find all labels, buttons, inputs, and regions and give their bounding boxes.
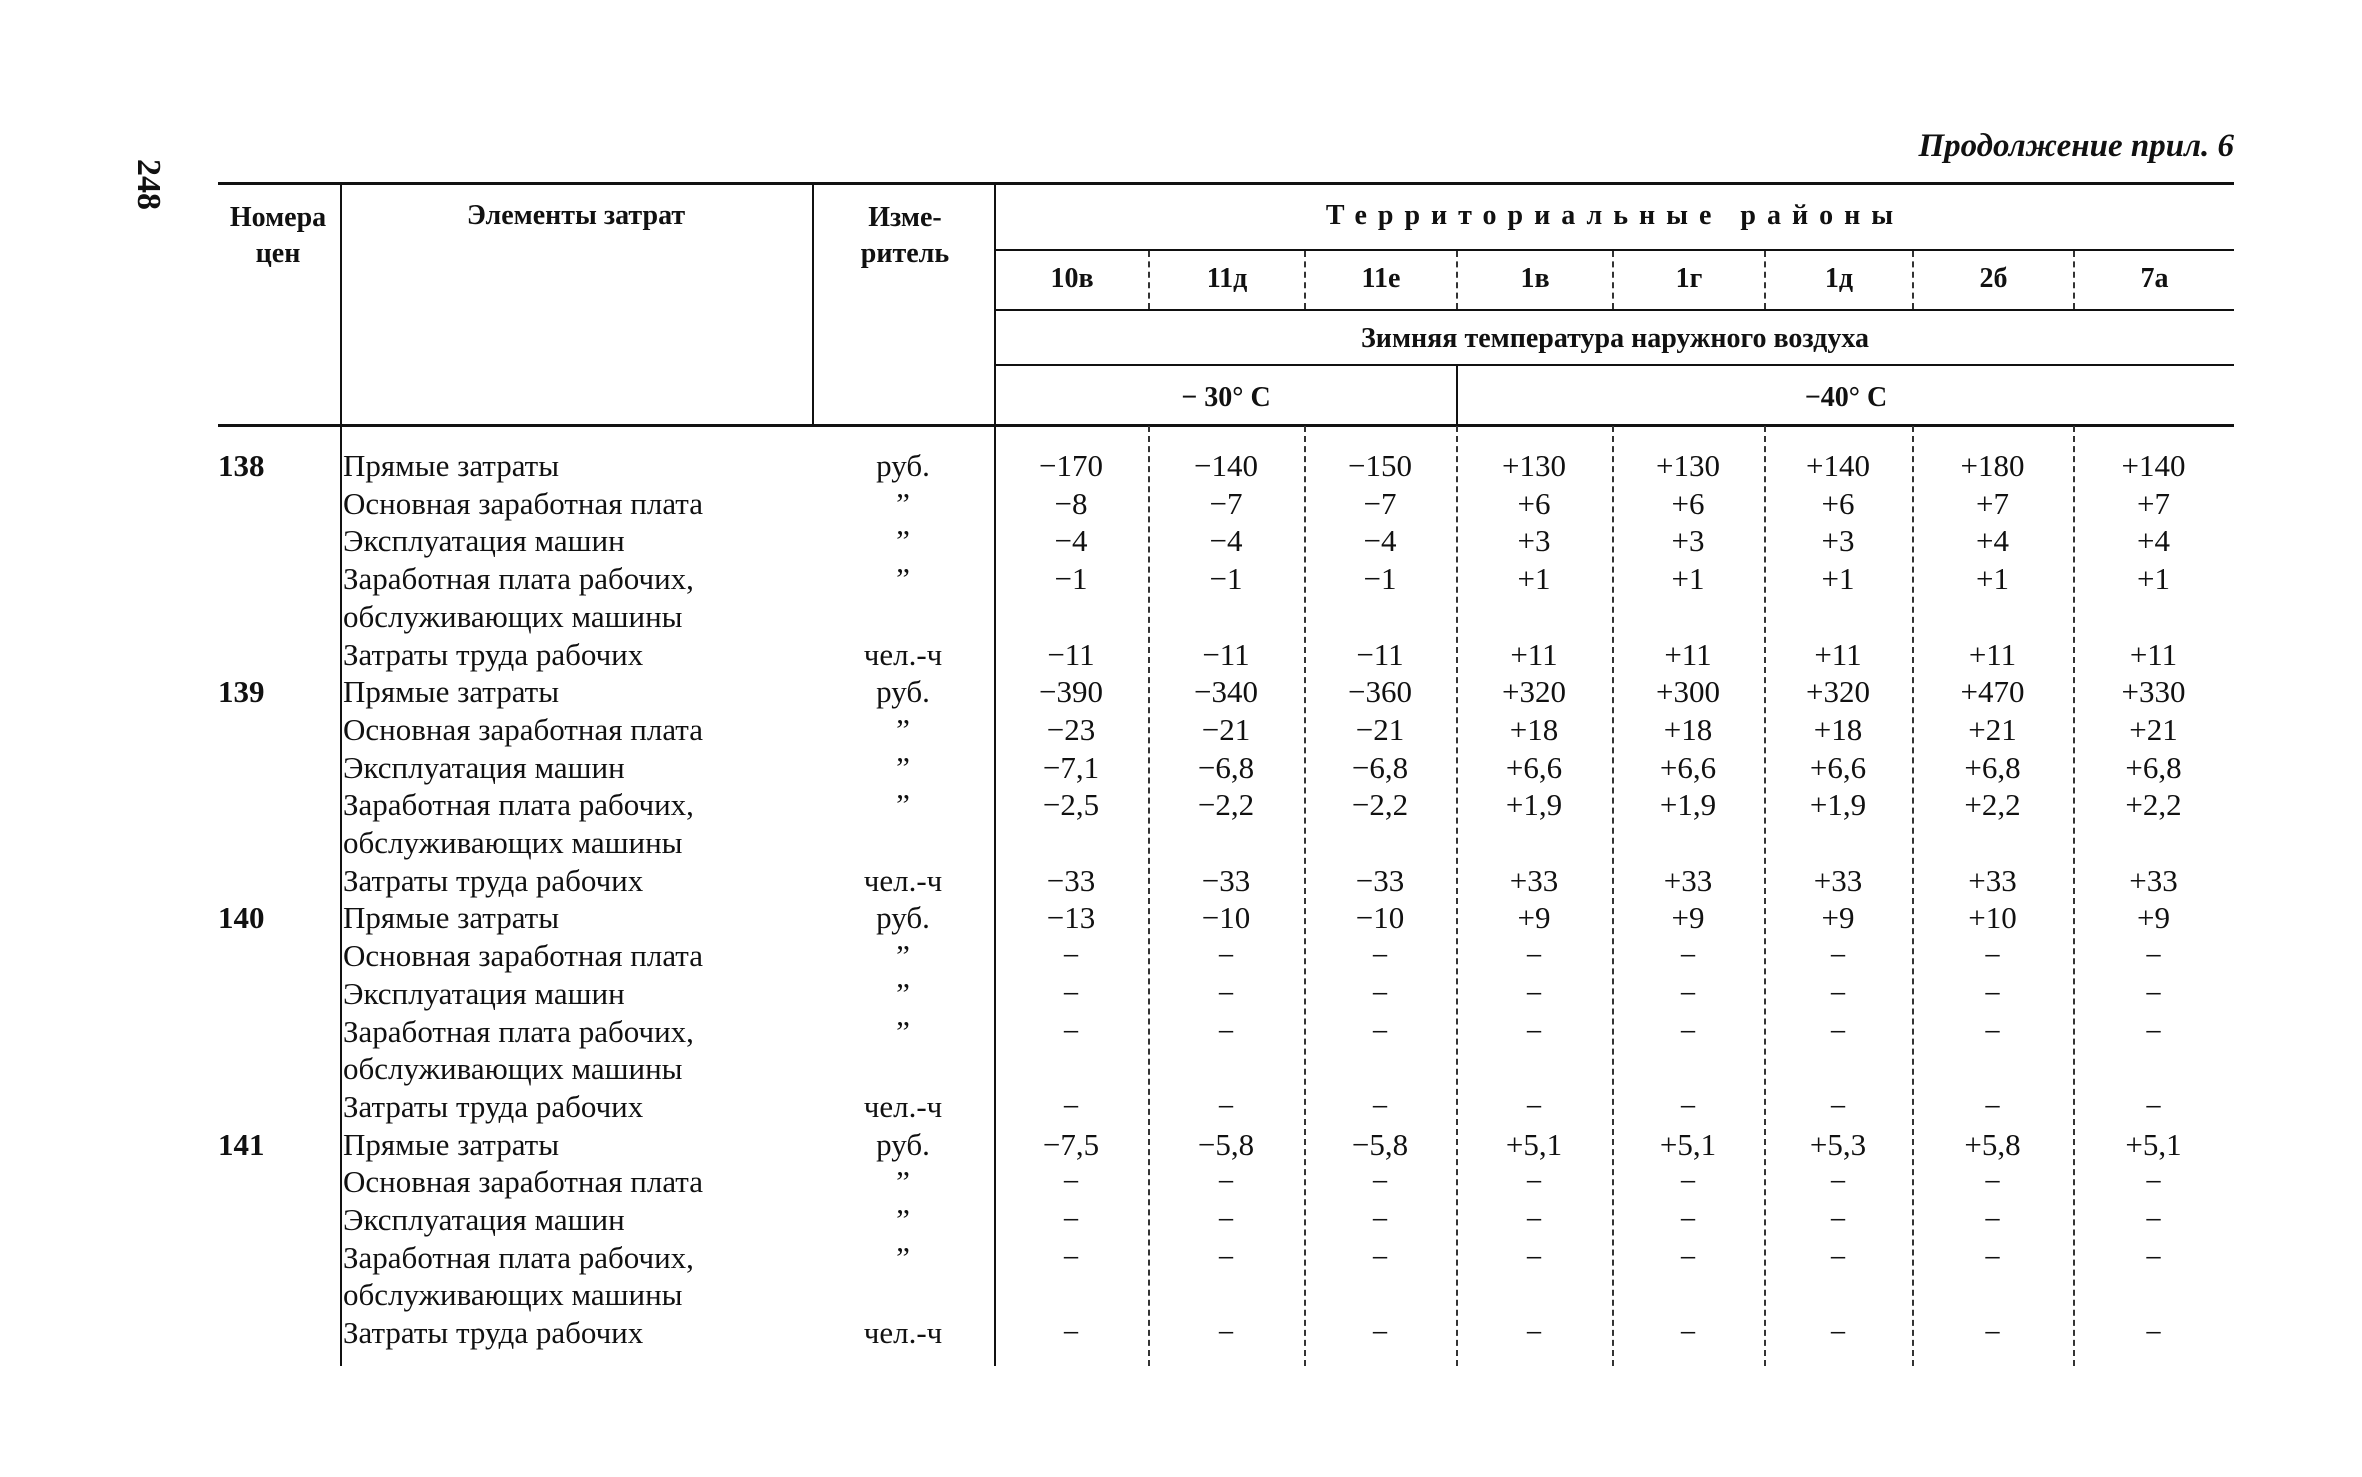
value-cell: −8	[1054, 485, 1088, 521]
value-cell: −	[1983, 1088, 2002, 1124]
value-cell: −	[1983, 1202, 2002, 1237]
value-cell: −	[2144, 1164, 2163, 1200]
territorial-header: Территориальные районы	[1325, 200, 1905, 231]
value-cell: −	[1371, 1315, 1389, 1351]
cost-element: Основная заработная плата	[343, 1164, 703, 1200]
value-cell: −140	[1194, 448, 1258, 483]
value-cell: −	[1217, 938, 1235, 974]
value-cell: +18	[1813, 711, 1863, 747]
unit-header: Изме- ритель	[860, 202, 950, 269]
value-cell: −	[1679, 1013, 1697, 1049]
region-header: 10в	[1050, 263, 1094, 294]
value-cell: −5,8	[1197, 1126, 1255, 1162]
region-column-divider	[1764, 251, 1766, 309]
value-cell: +11	[1814, 636, 1862, 672]
value-cell: −	[1371, 1088, 1389, 1124]
value-cell: +2,2	[1964, 787, 2021, 823]
value-cell: −	[1371, 938, 1389, 974]
unit-cell: ”	[896, 749, 910, 785]
value-cell: −6,8	[1197, 749, 1255, 785]
cost-element: Прямые затраты	[343, 448, 560, 483]
value-cell: −7,1	[1042, 749, 1100, 785]
value-cell: −	[2144, 1013, 2163, 1049]
value-cell: +11	[1968, 636, 2017, 672]
cost-element: Заработная плата рабочих,	[343, 787, 694, 823]
cost-element: Заработная плата рабочих,	[343, 1239, 694, 1275]
value-cell: −1	[1054, 561, 1088, 597]
value-cell: +9	[1671, 900, 1705, 936]
value-cell: +130	[1502, 448, 1566, 483]
value-cell: −	[1371, 1202, 1389, 1237]
region-column-divider	[1456, 251, 1458, 309]
cost-element: Затраты труда рабочих	[343, 636, 644, 672]
value-cell: −1	[1209, 561, 1243, 597]
value-cell: −	[1829, 1164, 1847, 1200]
cost-element: Заработная плата рабочих,	[343, 1013, 694, 1049]
value-cell: +3	[1821, 523, 1855, 559]
value-cell: −21	[1355, 711, 1405, 747]
region-header: 1г	[1675, 263, 1703, 294]
value-cell: −	[1217, 1164, 1235, 1200]
value-cell: −	[1062, 1315, 1080, 1351]
region-column-divider	[1912, 251, 1914, 309]
cost-element: Эксплуатация машин	[343, 749, 625, 785]
value-cell: +33	[2129, 862, 2178, 898]
value-cell: −340	[1194, 674, 1258, 710]
value-cell: +6	[1671, 485, 1705, 521]
unit-cell: ”	[896, 787, 910, 823]
value-cell: +7	[2137, 485, 2170, 521]
value-cell: −	[1829, 1239, 1847, 1275]
value-cell: −	[1062, 1013, 1080, 1049]
value-cell: −150	[1348, 448, 1412, 483]
value-cell: +140	[1806, 448, 1870, 483]
value-cell: −	[1679, 975, 1697, 1011]
value-cell: −4	[1209, 523, 1243, 559]
value-cell: −	[1217, 1088, 1235, 1124]
value-cell: −	[1217, 1013, 1235, 1049]
value-cell: −5,8	[1351, 1126, 1409, 1162]
value-cell: −	[1829, 1315, 1847, 1351]
value-cell: −	[1062, 1088, 1080, 1124]
value-cell: −10	[1201, 900, 1251, 936]
cost-element: обслуживающих машины	[343, 1051, 683, 1087]
value-cell: +1	[1671, 561, 1705, 597]
value-cell: −	[1679, 1088, 1697, 1124]
unit-cell: ”	[896, 938, 910, 974]
value-cell: −23	[1046, 711, 1096, 747]
unit-cell: руб.	[876, 448, 930, 483]
value-cell: +4	[2137, 523, 2170, 559]
value-cell: −	[1679, 1239, 1697, 1275]
value-cell: −2,2	[1351, 787, 1409, 823]
cost-element: обслуживающих машины	[343, 598, 683, 634]
value-cell: −	[2144, 1239, 2163, 1275]
value-cell: −	[1829, 975, 1847, 1011]
value-cell: −	[1217, 1315, 1235, 1351]
unit-cell: ”	[896, 975, 910, 1011]
value-cell: −	[1983, 938, 2002, 974]
cost-element: Затраты труда рабочих	[343, 1315, 644, 1351]
value-cell: −	[2144, 938, 2163, 974]
unit-cell: ”	[896, 1013, 910, 1049]
value-cell: −33	[1355, 862, 1405, 898]
value-cell: −	[1525, 1239, 1543, 1275]
cost-element: обслуживающих машины	[343, 1277, 683, 1313]
code-column-divider	[340, 182, 342, 1366]
value-cell: −	[1217, 1202, 1235, 1237]
value-cell: −4	[1363, 523, 1397, 559]
value-cell: −	[1679, 1315, 1697, 1351]
value-cell: −	[1983, 1239, 2002, 1275]
unit-cell: руб.	[876, 1126, 930, 1162]
value-cell: +3	[1671, 523, 1705, 559]
value-cell: +6,6	[1809, 749, 1867, 785]
value-cell: −	[2144, 1088, 2163, 1124]
value-cell: −7	[1209, 485, 1243, 521]
value-cell: +130	[1656, 448, 1720, 483]
region-header: 7а	[2140, 263, 2169, 294]
value-cell: −	[1679, 938, 1697, 974]
value-cell: −	[1983, 1013, 2002, 1049]
region-header: 11е	[1361, 263, 1401, 294]
value-cell: +6,6	[1659, 749, 1717, 785]
value-cell: +11	[1664, 636, 1712, 672]
value-cell: +18	[1663, 711, 1713, 747]
region-header: 11д	[1206, 263, 1248, 294]
value-cell: −33	[1201, 862, 1251, 898]
value-cell: −	[1525, 938, 1543, 974]
value-cell: +9	[1517, 900, 1551, 936]
value-cell: −	[1829, 1088, 1847, 1124]
unit-cell: чел.-ч	[863, 1315, 943, 1351]
value-cell: −7,5	[1042, 1126, 1100, 1162]
value-cell: +470	[1960, 674, 2025, 710]
value-cell: −33	[1046, 862, 1096, 898]
value-cell: −170	[1039, 448, 1103, 483]
value-cell: −	[1679, 1202, 1697, 1237]
value-cell: +10	[1968, 900, 2017, 936]
value-cell: +33	[1813, 862, 1863, 898]
value-cell: −	[1983, 975, 2002, 1011]
value-cell: −	[1525, 1315, 1543, 1351]
value-cell: +5,8	[1964, 1126, 2021, 1162]
value-cell: −	[1525, 1088, 1543, 1124]
header-bottom-rule	[218, 424, 2234, 427]
value-cell: +4	[1976, 523, 2009, 559]
value-cell: −	[1062, 1202, 1080, 1237]
region-header: 1в	[1520, 263, 1550, 294]
value-cell: −	[1525, 1202, 1543, 1237]
value-cell: −1	[1363, 561, 1397, 597]
unit-cell: ”	[896, 523, 910, 559]
value-cell: −	[1371, 1239, 1389, 1275]
value-cell: +330	[2121, 674, 2186, 710]
unit-cell: чел.-ч	[863, 636, 943, 672]
cost-element: Эксплуатация машин	[343, 1202, 625, 1237]
value-cell: +5,1	[1505, 1126, 1563, 1162]
value-cell: +11	[2129, 636, 2178, 672]
value-cell: −	[1371, 1013, 1389, 1049]
unit-cell: чел.-ч	[863, 862, 943, 898]
value-cell: −	[1983, 1164, 2002, 1200]
value-cell: +6	[1821, 485, 1855, 521]
temperature-group-rule	[994, 364, 2234, 366]
value-cell: −21	[1201, 711, 1251, 747]
value-cell: −	[1371, 1164, 1389, 1200]
value-cell: +1	[1976, 561, 2009, 597]
cost-element: Основная заработная плата	[343, 485, 703, 521]
price-number: 139	[218, 674, 265, 710]
value-cell: +2,2	[2125, 787, 2182, 823]
value-cell: −	[1062, 975, 1080, 1011]
price-number: 140	[218, 900, 265, 936]
unit-cell: руб.	[876, 674, 930, 710]
value-cell: −11	[1047, 636, 1095, 672]
value-cell: −	[2144, 1315, 2163, 1351]
value-cell: −	[2144, 1202, 2163, 1237]
value-cell: +33	[1663, 862, 1713, 898]
value-cell: +320	[1806, 674, 1870, 710]
value-cell: +6	[1517, 485, 1551, 521]
value-cell: −	[1829, 938, 1847, 974]
cost-element: Основная заработная плата	[343, 938, 703, 974]
value-cell: +6,6	[1505, 749, 1563, 785]
value-cell: −390	[1039, 674, 1103, 710]
value-cell: +5,3	[1809, 1126, 1867, 1162]
value-cell: +1	[1517, 561, 1551, 597]
value-cell: −	[1525, 975, 1543, 1011]
cost-element: Прямые затраты	[343, 1126, 560, 1162]
value-cell: +33	[1968, 862, 2017, 898]
value-cell: −360	[1348, 674, 1412, 710]
cost-element: Заработная плата рабочих,	[343, 561, 694, 597]
value-cell: −	[1525, 1164, 1543, 1200]
cost-element: Основная заработная плата	[343, 711, 703, 747]
temperature-top-rule	[994, 309, 2234, 311]
value-cell: +1,9	[1659, 787, 1717, 823]
value-cell: −	[1371, 975, 1389, 1011]
value-cell: +300	[1656, 674, 1720, 710]
page-number: 248	[130, 159, 167, 210]
price-number: 138	[218, 448, 265, 483]
cost-element: Затраты труда рабочих	[343, 1088, 644, 1124]
value-cell: +6,8	[2125, 749, 2182, 785]
value-cell: −	[1829, 1202, 1847, 1237]
element-column-divider	[812, 182, 814, 426]
cost-element: Затраты труда рабочих	[343, 862, 644, 898]
region-header-rule	[994, 249, 2234, 251]
table-top-rule	[218, 182, 2234, 185]
value-cell: −	[1829, 1013, 1847, 1049]
value-cell: +1	[1821, 561, 1855, 597]
value-cell: −7	[1363, 485, 1397, 521]
value-cell: +140	[2121, 448, 2186, 483]
unit-cell: ”	[896, 1202, 910, 1237]
value-cell: −	[2144, 975, 2163, 1011]
region-column-divider	[1148, 251, 1150, 309]
value-cell: −2,5	[1042, 787, 1100, 823]
value-cell: +1,9	[1809, 787, 1867, 823]
value-cell: +320	[1502, 674, 1566, 710]
region-column-divider	[1304, 251, 1306, 309]
temperature-header: Зимняя температура наружного воздуха	[1361, 323, 1869, 354]
value-cell: +33	[1509, 862, 1559, 898]
value-cell: −13	[1046, 900, 1096, 936]
value-cell: −	[1062, 938, 1080, 974]
unit-cell: руб.	[876, 900, 930, 936]
value-cell: −	[1525, 1013, 1543, 1049]
value-cell: −11	[1356, 636, 1404, 672]
unit-cell: ”	[896, 561, 910, 597]
region-column-divider	[2073, 251, 2075, 309]
value-cell: +180	[1960, 448, 2025, 483]
value-cell: −	[1217, 975, 1235, 1011]
price-number: 141	[218, 1126, 265, 1162]
cost-element: Эксплуатация машин	[343, 975, 625, 1011]
value-cell: +9	[2137, 900, 2170, 936]
cost-element: Прямые затраты	[343, 674, 560, 710]
value-cell: +21	[2129, 711, 2178, 747]
value-cell: −11	[1202, 636, 1250, 672]
value-cell: +3	[1517, 523, 1551, 559]
value-cell: −2,2	[1197, 787, 1255, 823]
value-cell: +18	[1509, 711, 1559, 747]
value-cell: −	[1062, 1239, 1080, 1275]
value-cell: −6,8	[1351, 749, 1409, 785]
unit-cell: ”	[896, 711, 910, 747]
value-cell: +7	[1976, 485, 2009, 521]
value-cell: −	[1679, 1164, 1697, 1200]
value-cell: +1,9	[1505, 787, 1563, 823]
unit-cell: чел.-ч	[863, 1088, 943, 1124]
value-cell: +5,1	[2125, 1126, 2182, 1162]
cost-element: обслуживающих машины	[343, 825, 683, 860]
value-cell: +1	[2137, 561, 2170, 597]
cost-element: Эксплуатация машин	[343, 523, 625, 559]
code-header: Номера цен	[229, 202, 327, 269]
value-cell: −4	[1054, 523, 1088, 559]
value-cell: +11	[1510, 636, 1558, 672]
temp-group-40: −40° С	[1804, 382, 1888, 413]
value-cell: +5,1	[1659, 1126, 1717, 1162]
value-cell: −	[1983, 1315, 2002, 1351]
element-header: Элементы затрат	[466, 200, 686, 231]
value-cell: −	[1062, 1164, 1080, 1200]
region-header: 2б	[1979, 263, 2008, 294]
temp-group-30: − 30° С	[1181, 382, 1271, 413]
value-cell: +6,8	[1964, 749, 2021, 785]
region-column-divider	[1612, 251, 1614, 309]
value-cell: +9	[1821, 900, 1855, 936]
unit-cell: ”	[896, 485, 910, 521]
continuation-caption: Продолжение прил. 6	[1918, 128, 2234, 164]
unit-cell: ”	[896, 1164, 910, 1200]
cost-element: Прямые затраты	[343, 900, 560, 936]
value-cell: −10	[1355, 900, 1405, 936]
region-header: 1д	[1824, 263, 1854, 294]
value-cell: −	[1217, 1239, 1235, 1275]
unit-cell: ”	[896, 1239, 910, 1275]
value-cell: +21	[1968, 711, 2017, 747]
